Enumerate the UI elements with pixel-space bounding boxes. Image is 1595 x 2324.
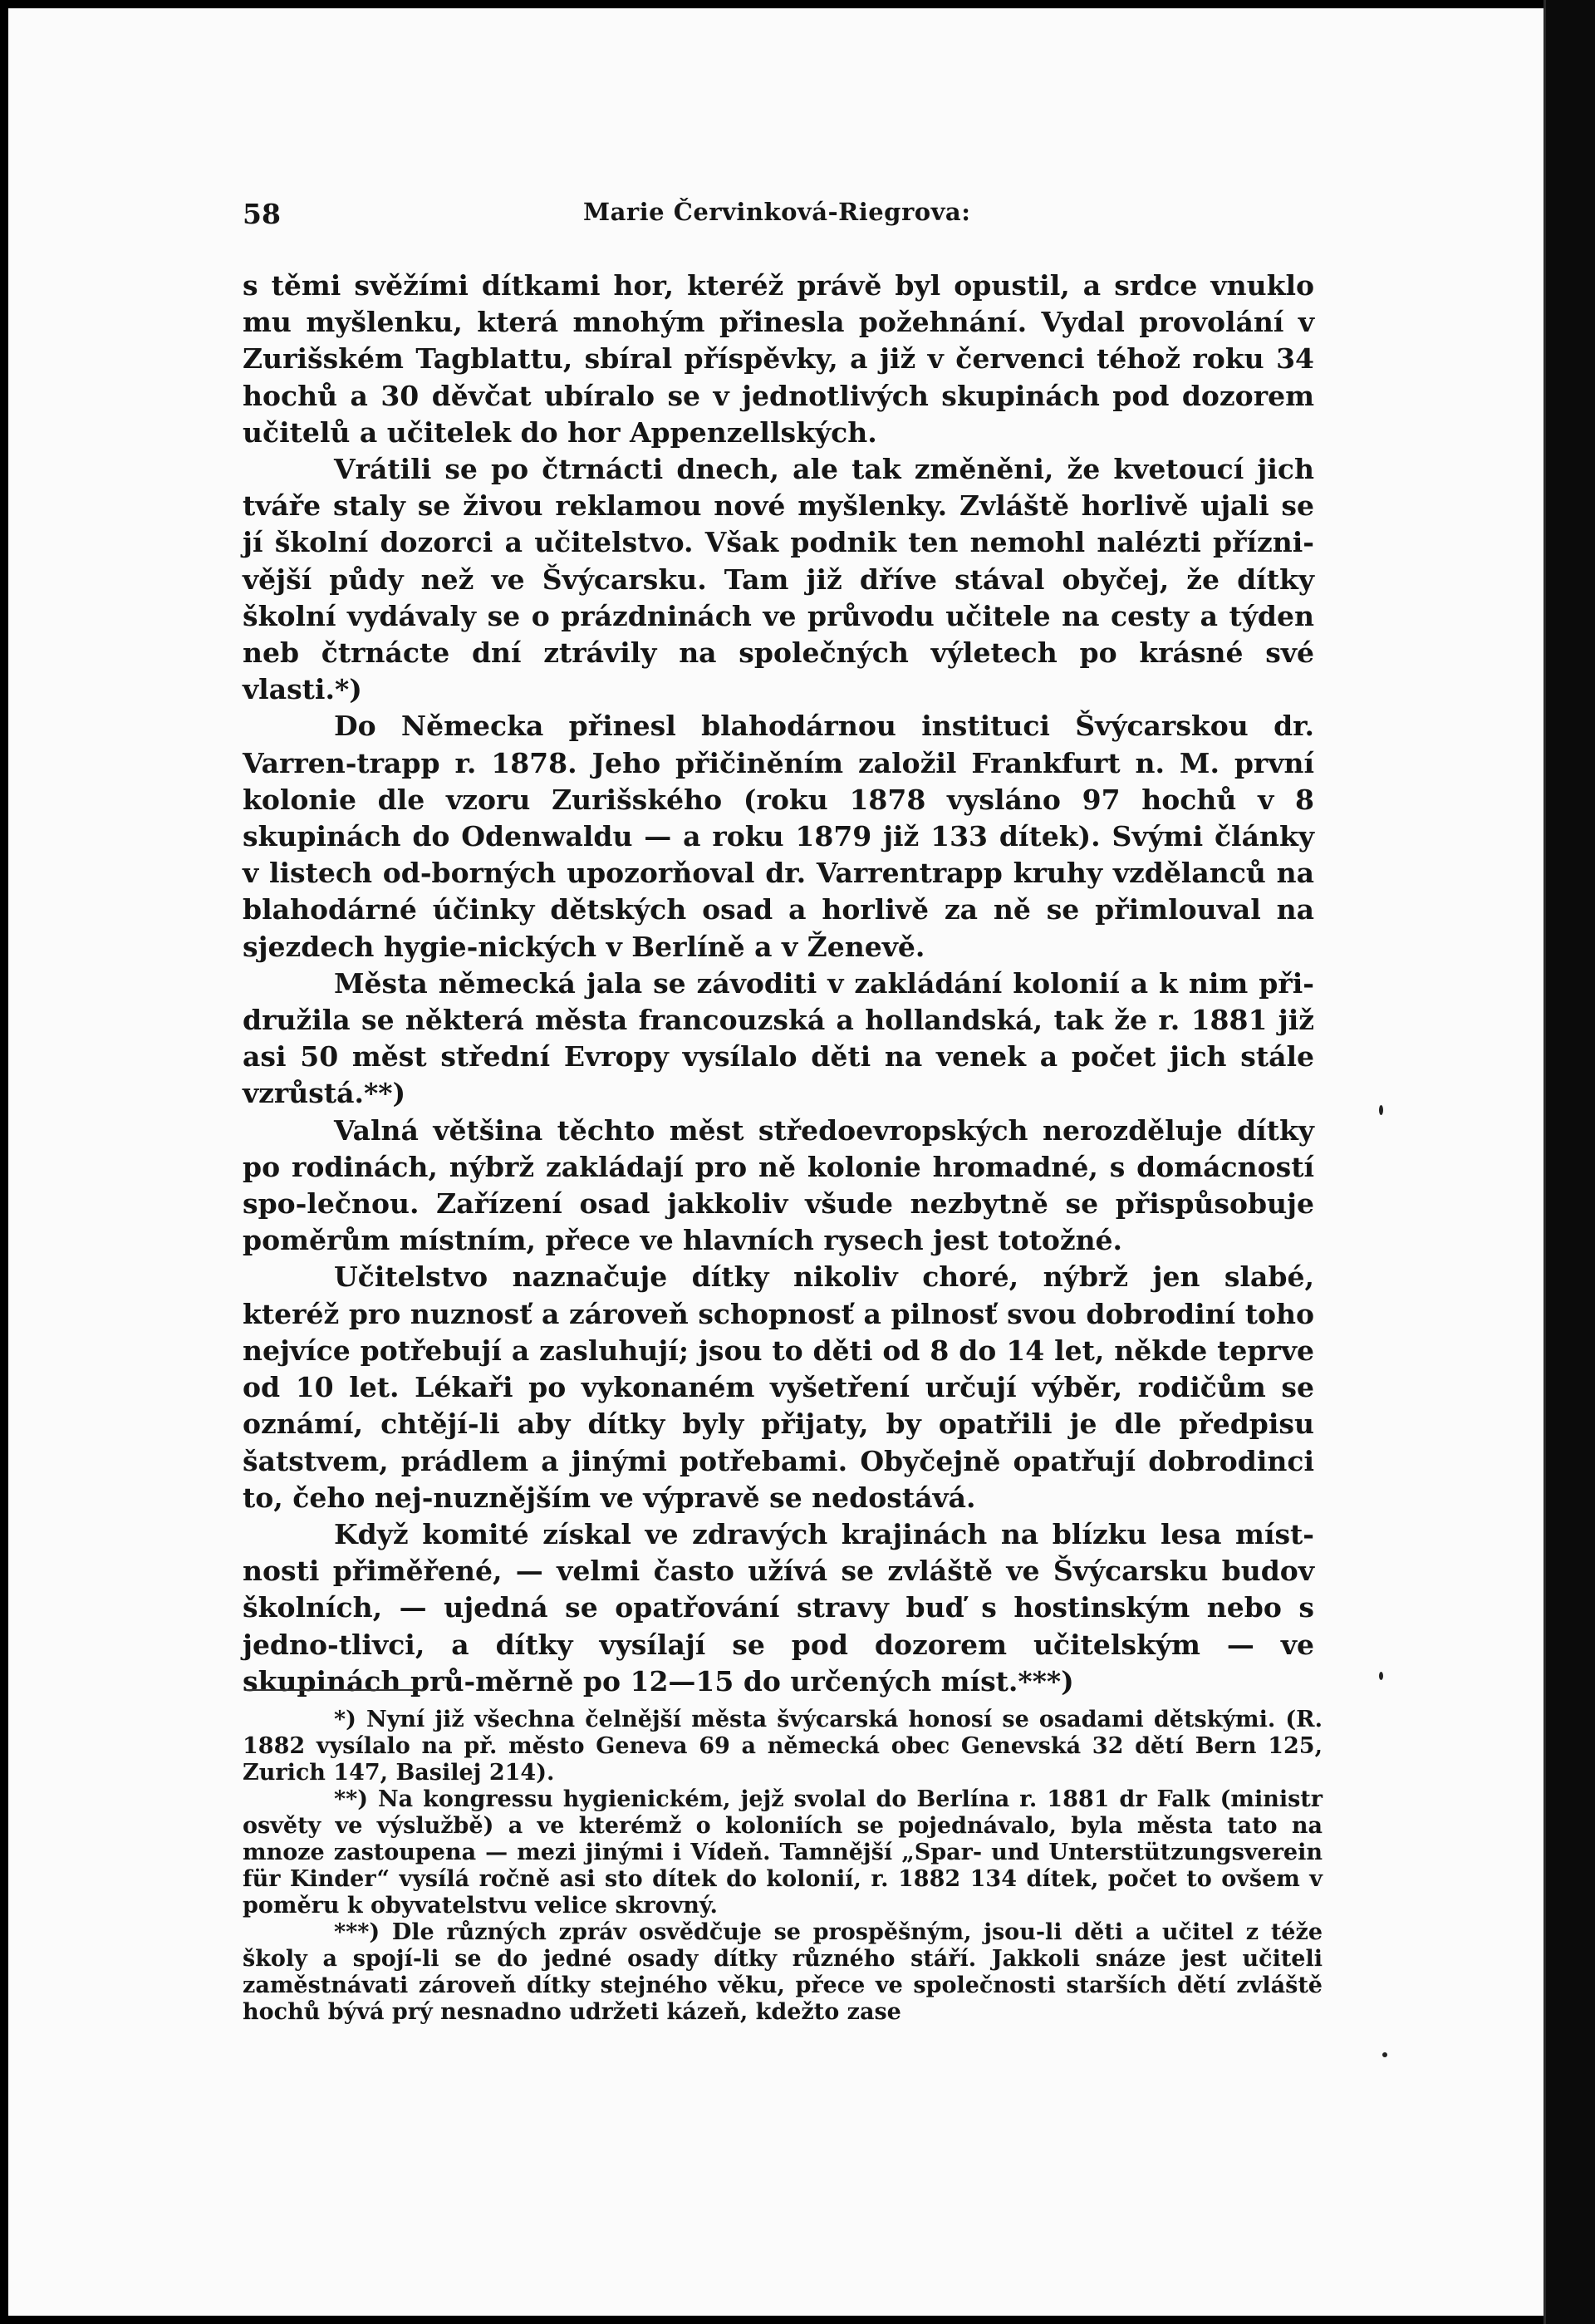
footnote: ***) Dle různých zpráv osvědčuje se prospěšným, jsou-li děti a učitel z téže školy a spojí-li se do jedné osady dítky různého stáří. Jakkoli snáze jest učiteli zaměstnávati zároveň dítky stejného věku, přece ve společnosti starších dětí zvláště hochů bývá prý nesnadno udržeti kázeň, kdežto zase	[243, 1919, 1323, 2025]
page-header	[243, 189, 1323, 239]
running-head: Marie Červinková-Riegrova:	[583, 198, 971, 226]
footnote-rule	[246, 1689, 425, 1691]
scan-speck	[1379, 1672, 1383, 1680]
paragraph: Valná většina těchto měst středoevropských nerozděluje dítky po rodinách, nýbrž zakládají pro ně kolonie hromadné, s domácností spo-lečnou. Zařízení osad jakkoliv všude nezbytně se přispůsobuje poměrům místním, přece ve hlavních rysech jest totožné.	[243, 1113, 1314, 1257]
main-text	[243, 268, 1314, 1700]
paragraph: Města německá jala se závoditi v zakládání kolonií a k nim při-družila se některá města francouzská a hollandská, tak že r. 1881 již asi 50 měst střední Evropy vysílalo děti na venek a počet jich stále vzrůstá.**)	[243, 966, 1314, 1110]
scan-speck	[1379, 1105, 1383, 1115]
footnote: **) Na kongressu hygienickém, jejž svolal do Berlína r. 1881 dr Falk (ministr osvěty ve výslužbě) a ve kterémž o koloniích se pojednávalo, byla města tato na mnoze zastoupena — mezi jinými i Vídeň. Tamnější „Spar- und Unterstützungsverein für Kinder“ vysílá ročně asi sto dítek do kolonií, r. 1882 134 dítek, počet to ovšem v poměru k obyvatelstvu velice skrovný.	[243, 1786, 1323, 1919]
page-number: 58	[243, 198, 281, 230]
footnote: *) Nyní již všechna čelnější města švýcarská honosí se osadami dětskými. (R. 1882 vysílalo na př. město Geneva 69 a německá obec Genevská 32 dětí Bern 125, Zurich 147, Basilej 214).	[243, 1707, 1323, 1786]
paragraph: s těmi svěžími dítkami hor, kteréž právě byl opustil, a srdce vnuklo mu myšlenku, která mnohým přinesla požehnání. Vydal provolání v Zurišském Tagblattu, sbíral příspěvky, a již v červenci téhož roku 34 hochů a 30 děvčat ubíralo se v jednotlivých skupinách pod dozorem učitelů a učitelek do hor Appenzellských.	[243, 269, 1314, 449]
scan-speck	[1382, 2052, 1387, 2057]
paragraph: Učitelstvo naznačuje dítky nikoliv choré, nýbrž jen slabé, kteréž pro nuznosť a zároveň schopnosť a pilnosť svou dobrodiní toho nejvíce potřebují a zasluhují; jsou to děti od 8 do 14 let, někde teprve od 10 let. Lékaři po vykonaném vyšetření určují výběr, rodičům se oznámí, chtějí-li aby dítky byly přijaty, by opatřili je dle předpisu šatstvem, prádlem a jinými potřebami. Obyčejně opatřují dobrodinci to, čeho nej-nuznějším ve výpravě se nedostává.	[243, 1260, 1314, 1514]
paragraph: Vrátili se po čtrnácti dnech, ale tak změněni, že kvetoucí jich tváře staly se živou reklamou nové myšlenky. Zvláště horlivě ujali se jí školní dozorci a učitelstvo. Však podnik ten nemohl nalézti přízni-vější půdy než ve Švýcarsku. Tam již dříve stával obyčej, že dítky školní vydávaly se o prázdninách ve průvodu učitele na cesty a týden neb čtrnácte dní ztrávily na společných výletech po krásné své vlasti.*)	[243, 453, 1314, 706]
paragraph: Do Německa přinesl blahodárnou instituci Švýcarskou dr. Varren-trapp r. 1878. Jeho přičiněním založil Frankfurt n. M. první kolonie dle vzoru Zurišského (roku 1878 vysláno 97 hochů v 8 skupinách do Odenwaldu — a roku 1879 již 133 dítek). Svými články v listech od-borných upozorňoval dr. Varrentrapp kruhy vzdělanců na blahodárné účinky dětských osad a horlivě za ně se přimlouval na sjezdech hygie-nických v Berlíně a v Ženevě.	[243, 710, 1314, 963]
paragraph: Když komité získal ve zdravých krajinách na blízku lesa míst-nosti přiměřené, — velmi často užívá se zvláště ve Švýcarsku budov školních, — ujedná se opatřování stravy buď s hostinským nebo s jedno-tlivci, a dítky vysílají se pod dozorem učitelským — ve skupinách prů-měrně po 12—15 do určených míst.***)	[243, 1517, 1314, 1698]
scan-edge-strip	[1543, 0, 1595, 2324]
footnotes	[243, 1707, 1323, 2026]
